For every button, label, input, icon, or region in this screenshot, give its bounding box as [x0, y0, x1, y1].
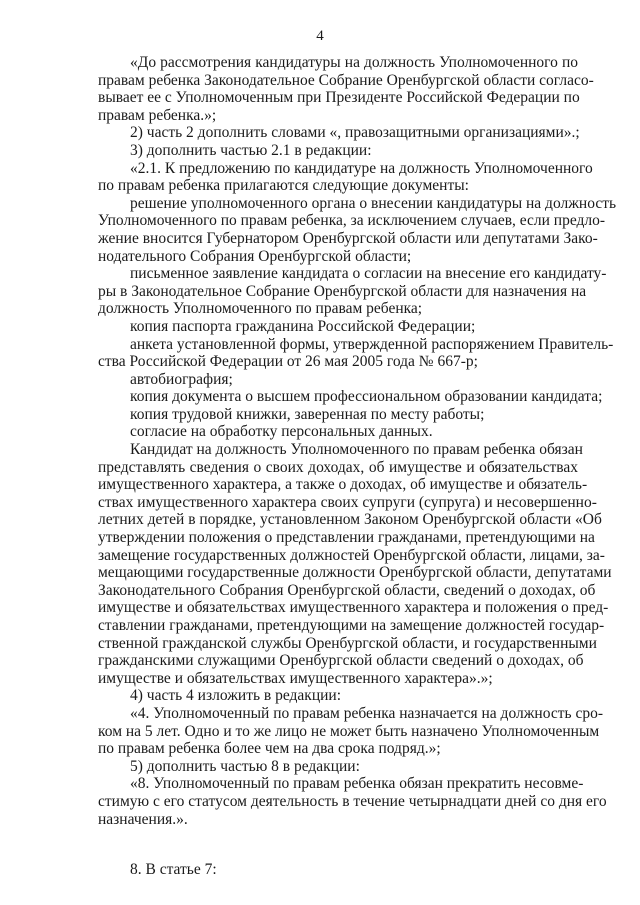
text-line: жение вносится Губернатором Оренбургской области или депутатами Зако-: [98, 229, 598, 247]
text-line: копия документа о высшем профессиональном образовании кандидата;: [130, 388, 603, 406]
text-line: правам ребенка.»;: [98, 106, 217, 124]
text-line: «4. Уполномоченный по правам ребенка назначается на должность сро-: [130, 704, 603, 722]
text-line: «2.1. К предложению по кандидатуре на должность Уполномоченного: [130, 159, 593, 177]
text-line: утверждении положения о представлении гражданами, претендующими на: [98, 529, 595, 547]
text-line: имущественного характера, а также о доходах, об имуществе и обязатель-: [98, 476, 588, 494]
text-line: правам ребенка Законодательное Собрание Оренбургской области согласо-: [98, 71, 594, 89]
text-line: 2) часть 2 дополнить словами «, правозащитными организациями».;: [130, 124, 580, 142]
text-line: ставлении гражданами, претендующими на замещение должностей государ-: [98, 617, 605, 634]
text-line: автобиография;: [130, 370, 233, 388]
text-line: ком на 5 лет. Одно и то же лицо не может быть назначено Уполномоченным: [98, 722, 600, 740]
text-line: вывает ее с Уполномоченным при Президенте Российской Федерации по: [98, 89, 580, 107]
text-line: решение уполномоченного органа о внесении кандидатуры на должность: [130, 194, 617, 212]
text-line: имуществе и обязательствах имущественного характера и положения о пред-: [98, 599, 609, 617]
text-line: копия паспорта гражданина Российской Федерации;: [130, 317, 476, 335]
text-line: согласие на обработку персональных данных.: [130, 423, 433, 441]
text-line: назначения.».: [98, 810, 188, 828]
text-line: ства Российской Федерации от 26 мая 2005 года № 667-р;: [98, 353, 478, 371]
text-line: 4) часть 4 изложить в редакции:: [130, 687, 342, 705]
text-line: письменное заявление кандидата о согласии на внесение его кандидату-: [130, 265, 607, 283]
text-line: 5) дополнить частью 8 в редакции:: [130, 757, 360, 775]
text-line: по правам ребенка прилагаются следующие документы:: [98, 177, 469, 195]
text-line: 8. В статье 7:: [130, 861, 217, 879]
text-line: должность Уполномоченного по правам ребенка;: [98, 300, 423, 318]
page-number: 4: [316, 28, 324, 44]
text-line: Уполномоченного по правам ребенка, за исключением случаев, если предло-: [98, 212, 606, 230]
text-line: Законодательного Собрания Оренбургской области, сведений о доходах, об: [98, 581, 596, 599]
text-line: ры в Законодательное Собрание Оренбургской области для назначения на: [98, 282, 587, 300]
text-line: Кандидат на должность Уполномоченного по правам ребенка обязан: [130, 441, 583, 459]
text-line: стимую с его статусом деятельность в течение четырнадцати дней со дня его: [98, 792, 607, 810]
text-line: летних детей в порядке, установленном Законом Оренбургской области «Об: [98, 511, 602, 529]
text-line: гражданскими служащими Оренбургской области сведений о доходах, об: [98, 652, 584, 670]
text-line: имуществе и обязательствах имущественного характера».»;: [98, 669, 493, 687]
text-line: «До рассмотрения кандидатуры на должность Уполномоченного по: [130, 54, 578, 71]
text-line: анкета установленной формы, утвержденной распоряжением Правитель-: [130, 335, 614, 353]
text-line: 3) дополнить частью 2.1 в редакции:: [130, 141, 372, 159]
document-body: [98, 54, 617, 879]
text-line: по правам ребенка более чем на два срока подряд.»;: [98, 740, 441, 758]
text-line: замещение государственных должностей Оренбургской области, лицами, за-: [98, 546, 605, 564]
text-line: ственной гражданской службы Оренбургской области, и государственными: [98, 634, 597, 652]
text-line: мещающими государственные должности Оренбургской области, депутатами: [98, 564, 612, 582]
text-line: нодательного Собрания Оренбургской области;: [98, 247, 412, 265]
text-line: «8. Уполномоченный по правам ребенка обязан прекратить несовме-: [130, 775, 584, 793]
text-line: копия трудовой книжки, заверенная по месту работы;: [130, 405, 485, 423]
text-line: представлять сведения о своих доходах, об имуществе и обязательствах: [98, 458, 578, 476]
text-line: ствах имущественного характера своих супруги (супруга) и несовершенно-: [98, 493, 597, 511]
